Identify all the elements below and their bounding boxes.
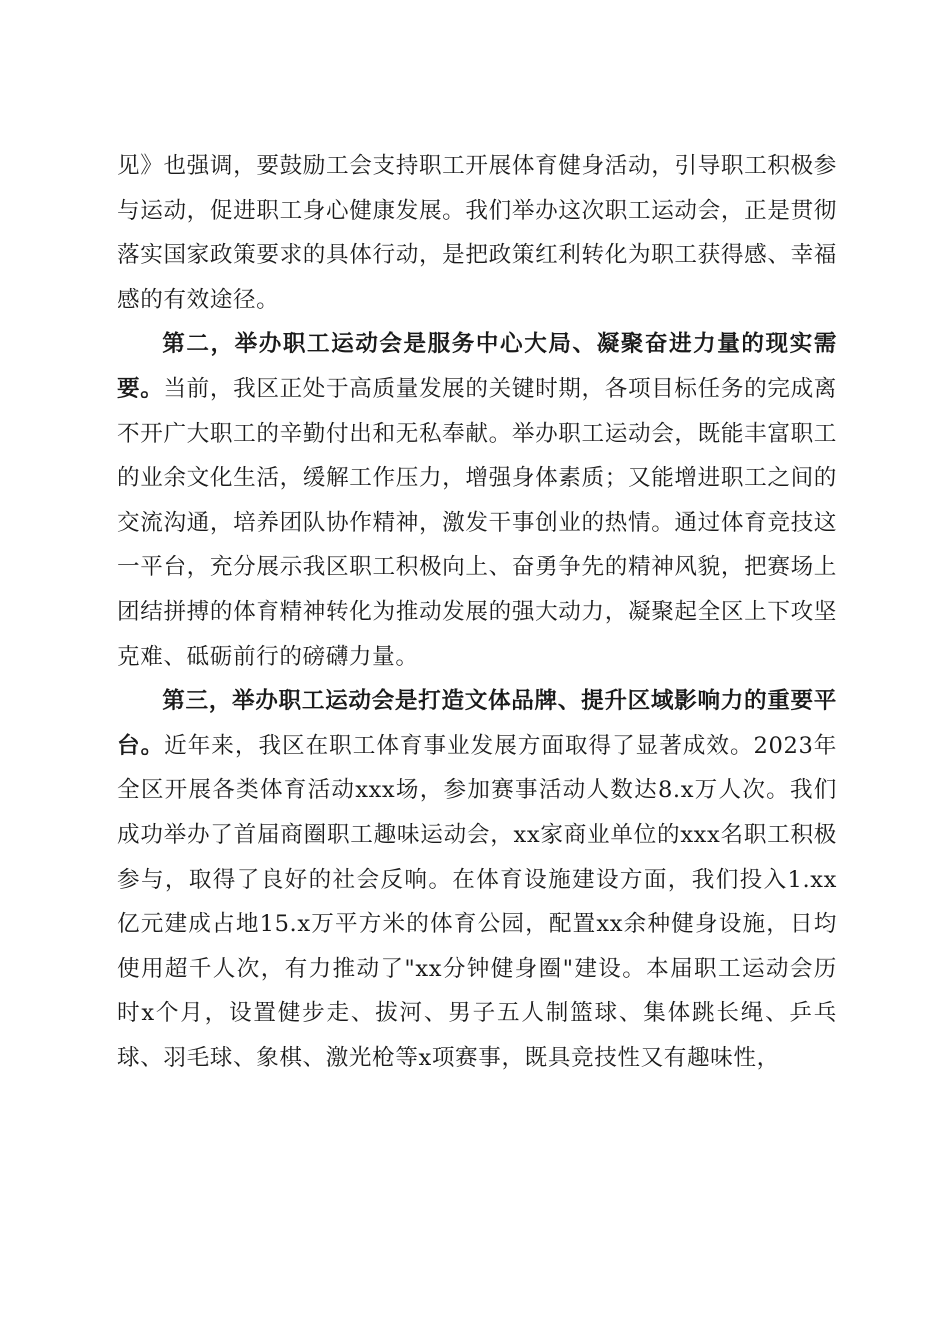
paragraph-2-lead: 第二，举办职工运动会是服务中心大局、凝聚奋进力量的现实需要。: [117, 331, 837, 402]
paragraph-3: [117, 679, 837, 1080]
paragraph-1: [117, 144, 837, 322]
paragraph-2-body: 当前，我区正处于高质量发展的关键时期，各项目标任务的完成离不开广大职工的辛勤付出和无私奉献。举办职工运动会，既能丰富职工的业余文化生活，缓解工作压力，增强身体素质；又能增进职工之间的交流沟通，培养团队协作精神，激发干事创业的热情。通过体育竞技这一平台，充分展示我区职工积极向上、奋勇争先的精神风貌，把赛场上团结拼搏的体育精神转化为推动发展的强大动力，凝聚起全区上下攻坚克难、砥砺前行的磅礴力量。: [117, 375, 837, 670]
paragraph-3-lead: 第三，举办职工运动会是打造文体品牌、提升区域影响力的重要平台。: [117, 688, 837, 759]
paragraph-3-body: 近年来，我区在职工体育事业发展方面取得了显著成效。2023年全区开展各类体育活动xxx场，参加赛事活动人数达8.x万人次。我们成功举办了首届商圈职工趣味运动会，xx家商业单位的xxx名职工积极参与，取得了良好的社会反响。在体育设施建设方面，我们投入1.xx亿元建成占地15.x万平方米的体育公园，配置xx余种健身设施，日均使用超千人次，有力推动了"xx分钟健身圈"建设。本届职工运动会历时x个月，设置健步走、拔河、男子五人制篮球、集体跳长绳、乒乓球、羽毛球、象棋、激光枪等x项赛事，既具竞技性又有趣味性，: [117, 732, 838, 1071]
body-text: [117, 144, 837, 1080]
paragraph-1-body: 见》也强调，要鼓励工会支持职工开展体育健身活动，引导职工积极参与运动，促进职工身心健康发展。我们举办这次职工运动会，正是贯彻落实国家政策要求的具体行动，是把政策红利转化为职工获得感、幸福感的有效途径。: [117, 153, 837, 313]
paragraph-2: [117, 322, 837, 679]
